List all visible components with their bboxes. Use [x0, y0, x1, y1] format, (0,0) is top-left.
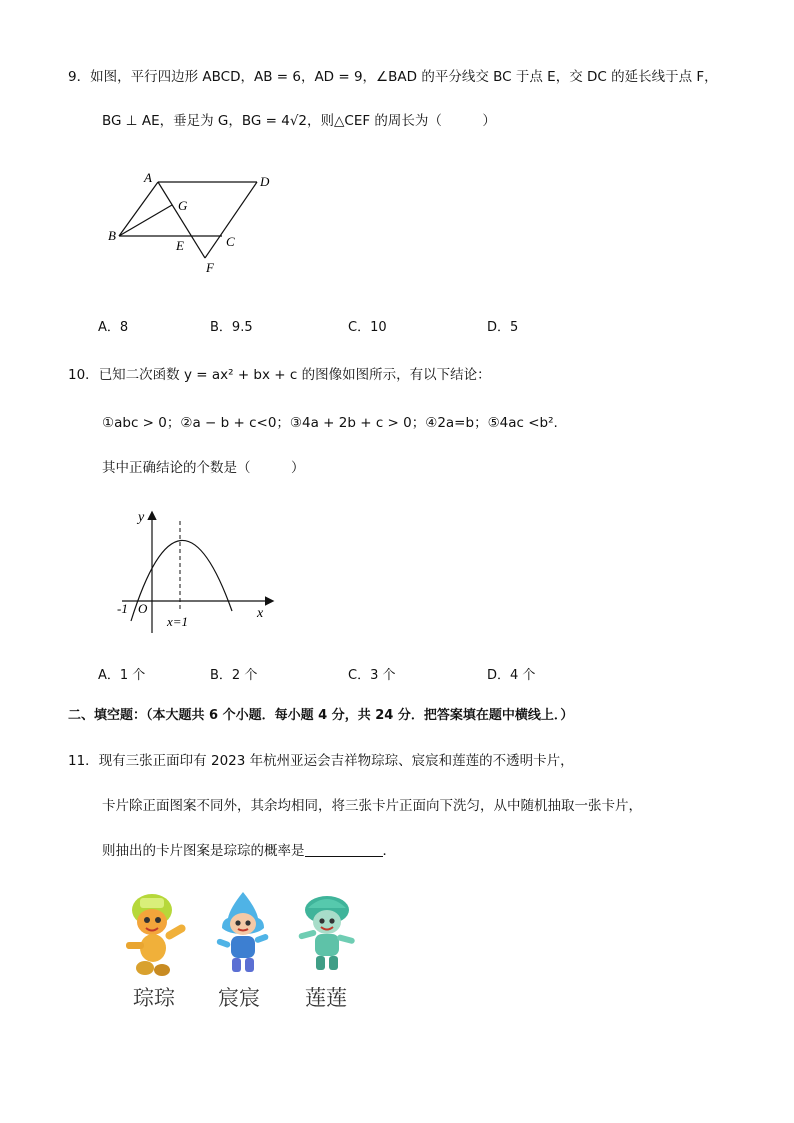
q9-option-d: D．5 [487, 320, 519, 335]
q10-number: 10． [68, 367, 99, 383]
q11-line3 [102, 842, 396, 860]
q11-text-1: 现有三张正面印有 2023 年杭州亚运会吉祥物琮琮、宸宸和莲莲的不透明卡片， [98, 753, 574, 769]
q9-option-b: B．9.5 [210, 320, 253, 335]
mascot-label-congcong: 琮琮 [133, 986, 175, 1010]
q9-option-a: A．8 [98, 320, 129, 335]
label-axis: x=1 [167, 614, 189, 629]
q11-line2: 卡片除正面图案不同外，其余均相同，将三张卡片正面向下洗匀，从中随机抽取一张卡片， [102, 798, 642, 814]
section-heading: 二、填空题：（本大题共 6 个小题．每小题 4 分，共 24 分．把答案填在题中横线上．） [68, 708, 574, 723]
q9-option-c: C．10 [348, 320, 387, 335]
label-neg-one: -1 [117, 601, 128, 616]
mascot-lianlian-illustration [292, 890, 362, 980]
label-g: G [178, 198, 188, 213]
answer-blank[interactable] [305, 842, 383, 857]
q10-option-b: B．2 个 [210, 668, 258, 683]
parabola-graph [114, 505, 284, 635]
label-c: C [226, 234, 235, 249]
q10-option-d: D．4 个 [487, 668, 536, 683]
q10-line2: ①abc > 0；②a − b + c<0；③4a + 2b + c > 0；④2a=b；⑤4ac <b². [102, 415, 558, 431]
q10-text-1: 已知二次函数 y = ax² + bx + c 的图像如图所示，有以下结论： [98, 367, 491, 383]
label-y: y [138, 510, 145, 525]
q11-text-3: 则抽出的卡片图案是琮琮的概率是 [102, 843, 305, 859]
label-f: F [206, 260, 214, 275]
q9-line2: BG ⊥ AE，垂足为 G，BG = 4√2，则△CEF 的周长为（ ） [102, 113, 496, 129]
line-bg [119, 205, 172, 236]
mascot-congcong-illustration [118, 890, 198, 980]
q11-number: 11． [68, 753, 99, 769]
q11-period: ． [382, 843, 396, 859]
label-d: D [260, 174, 270, 189]
q10-line3: 其中正确结论的个数是（ ） [102, 460, 305, 476]
q9-line1 [68, 68, 718, 86]
q9-number: 9． [68, 69, 91, 85]
mascot-label-chenchen: 宸宸 [218, 986, 260, 1010]
label-a: A [144, 170, 152, 185]
label-origin: O [138, 601, 148, 616]
q9-text-1: 如图，平行四边形 ABCD，AB = 6，AD = 9，∠BAD 的平分线交 BC 于点 E，交 DC 的延长线于点 F， [90, 69, 718, 85]
mascot-chenchen-illustration [208, 890, 278, 980]
q10-line1 [68, 366, 491, 384]
label-x: x [257, 606, 264, 621]
q11-line1 [68, 752, 574, 770]
side-ab [119, 182, 158, 236]
parallelogram-figure [100, 168, 300, 278]
mascot-label-lianlian: 莲莲 [305, 986, 347, 1010]
q10-option-a: A．1 个 [98, 668, 146, 683]
label-e: E [176, 238, 184, 253]
label-b: B [108, 228, 116, 243]
q10-option-c: C．3 个 [348, 668, 396, 683]
